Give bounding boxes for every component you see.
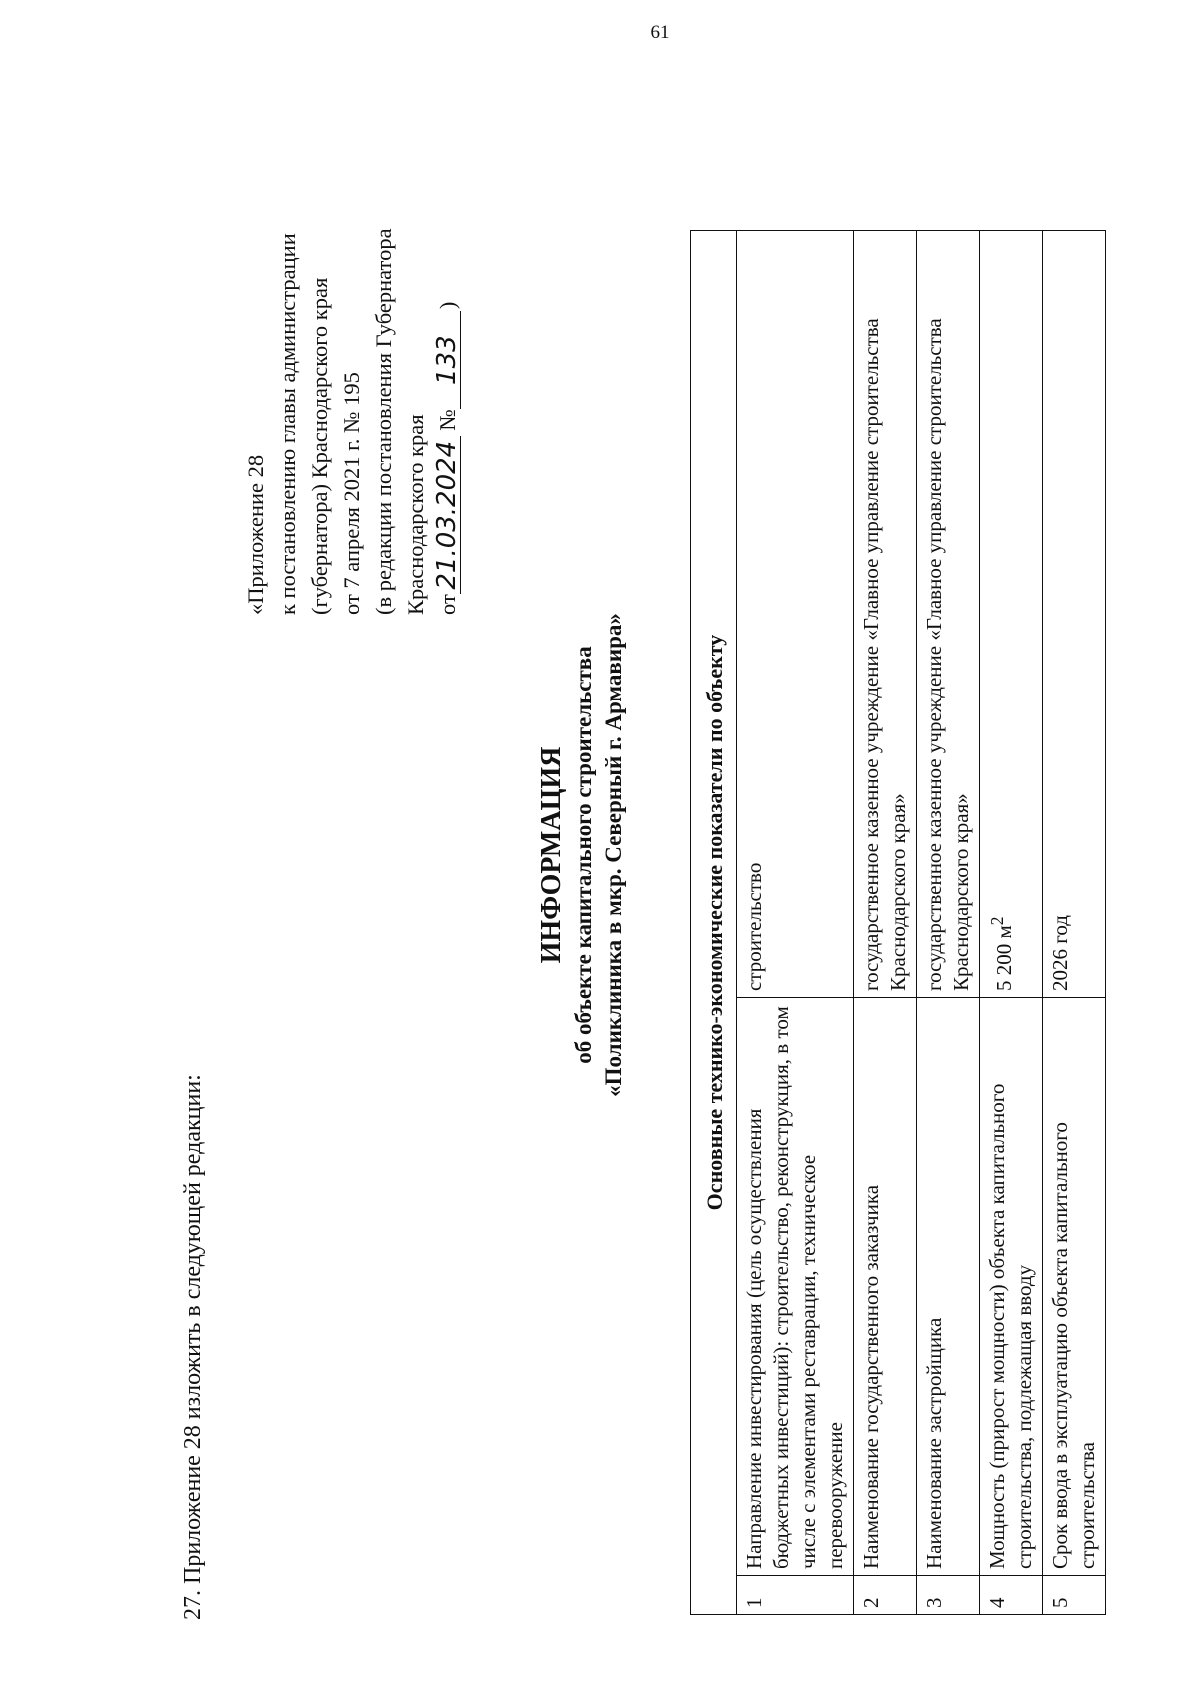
row-number: 5	[1043, 1576, 1106, 1615]
parameter-cell: Наименование государственного заказчика	[854, 998, 917, 1576]
appendix-line: (в редакции постановления Губернатора	[371, 228, 396, 615]
table-caption: Основные технико-экономические показатели по объекту	[691, 231, 737, 1615]
appendix-line: Краснодарского края	[403, 414, 428, 615]
appendix-line: (губернатора) Краснодарского края	[307, 277, 332, 615]
handwritten-date: 21.03.2024	[434, 436, 461, 594]
closing-paren: )	[435, 301, 460, 310]
indicators-table	[690, 230, 1106, 1615]
table-row	[854, 231, 917, 1615]
value-cell	[980, 231, 1043, 998]
value-cell: 2026 год	[1043, 231, 1106, 998]
row-number: 2	[854, 1576, 917, 1615]
object-name: «Поликлиника в мкр. Северный г. Армавира»	[601, 613, 626, 1097]
table-row	[737, 231, 854, 1615]
appendix-line: «Приложение 28	[243, 454, 268, 615]
table-row	[917, 231, 980, 1615]
parameter-cell: Мощность (прирост мощности) объекта капитального строительства, подлежащая вводу	[980, 998, 1043, 1576]
number-label: №	[435, 409, 460, 431]
value-cell: государственное казенное учреждение «Главное управление строительства Краснодарского края»	[917, 231, 980, 998]
appendix-date-line	[432, 75, 464, 615]
row-number: 1	[737, 1576, 854, 1615]
table-caption-row	[691, 231, 737, 1615]
document-subtitle: об объекте капитального строительства	[571, 646, 596, 1064]
page-number: 61	[650, 22, 670, 43]
document-title: ИНФОРМАЦИЯ	[536, 746, 567, 964]
unit-superscript: 2	[987, 916, 1007, 926]
appendix-line: к постановлению главы администрации	[275, 233, 300, 615]
table-row	[1043, 231, 1106, 1615]
parameter-cell: Наименование застройщика	[917, 998, 980, 1576]
row-number: 4	[980, 1576, 1043, 1615]
value-cell: строительство	[737, 231, 854, 998]
rotated-page-content	[180, 90, 1200, 1620]
from-label: от	[435, 594, 460, 615]
handwritten-number: 133	[434, 311, 461, 409]
appendix-block	[240, 75, 464, 615]
capacity-value: 5 200 м	[992, 925, 1016, 991]
appendix-line: от 7 апреля 2021 г. № 195	[339, 372, 364, 615]
title-block	[535, 90, 629, 1620]
parameter-cell: Срок ввода в эксплуатацию объекта капитального строительства	[1043, 998, 1106, 1576]
intro-line: 27. Приложение 28 изложить в следующей редакции:	[180, 1074, 206, 1620]
parameter-cell: Направление инвестирования (цель осуществления бюджетных инвестиций): строительство, реконструкция, в том числе с элементами реставрации, техническое перевооружение	[737, 998, 854, 1576]
value-cell: государственное казенное учреждение «Главное управление строительства Краснодарского края»	[854, 231, 917, 998]
row-number: 3	[917, 1576, 980, 1615]
table-row	[980, 231, 1043, 1615]
